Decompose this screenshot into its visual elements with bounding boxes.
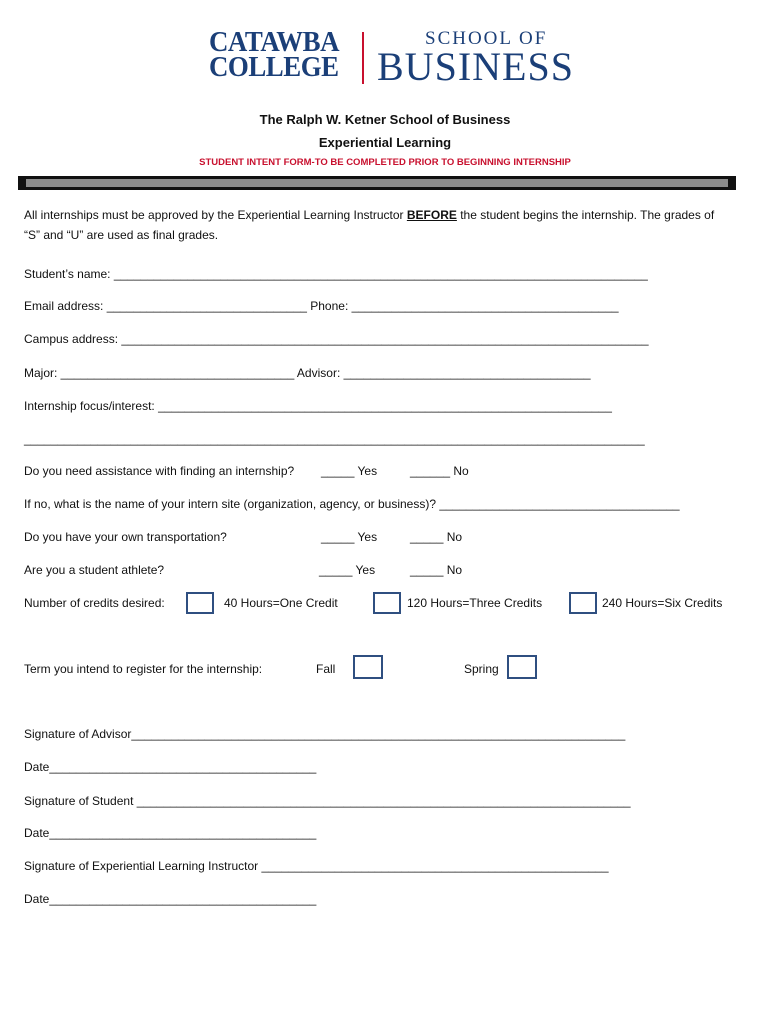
term-fall-checkbox[interactable] — [353, 655, 383, 679]
internship-focus-extra-line[interactable]: _____________________________________________________________________________________________ — [24, 432, 645, 446]
credits-40-label: 40 Hours=One Credit — [224, 596, 338, 610]
major-advisor-field[interactable]: Major: ___________________________________ Advisor: _____________________________________ — [24, 366, 591, 380]
advisor-signature-field[interactable]: Signature of Advisor__________________________________________________________________________ — [24, 727, 626, 741]
credits-240-label: 240 Hours=Six Credits — [602, 596, 723, 610]
term-label: Term you intend to register for the internship: — [24, 662, 263, 676]
page-title: The Ralph W. Ketner School of Business — [259, 112, 511, 127]
assistance-yes-field[interactable]: _____ Yes — [321, 464, 378, 478]
campus-address-field[interactable]: Campus address: _______________________________________________________________________________ — [24, 332, 649, 346]
logo-school-of-text: SCHOOL OF — [425, 28, 548, 49]
internship-focus-field[interactable]: Internship focus/interest: ____________________________________________________________________ — [24, 399, 612, 413]
athlete-yes-field[interactable]: _____ Yes — [319, 563, 376, 577]
intro-emphasis: BEFORE — [406, 208, 457, 222]
credits-240-checkbox[interactable] — [569, 592, 597, 614]
transport-no-field[interactable]: _____ No — [410, 530, 463, 544]
term-spring-checkbox[interactable] — [507, 655, 537, 679]
intro-paragraph — [24, 205, 724, 245]
intro-text-2: the student begins the internship. The grades of “S” and “U” are used as final grades. — [24, 208, 715, 242]
divider-bar — [18, 176, 736, 190]
advisor-date-field[interactable]: Date________________________________________ — [24, 760, 317, 774]
athlete-no-field[interactable]: _____ No — [410, 563, 463, 577]
athlete-question: Are you a student athlete? — [24, 563, 165, 577]
student-date-field[interactable]: Date________________________________________ — [24, 826, 317, 840]
transport-yes-field[interactable]: _____ Yes — [321, 530, 378, 544]
transport-question: Do you have your own transportation? — [24, 530, 227, 544]
assistance-question: Do you need assistance with finding an internship? — [24, 464, 295, 478]
email-phone-field[interactable]: Email address: ______________________________ Phone: ________________________________________ — [24, 299, 619, 313]
intern-site-field[interactable]: If no, what is the name of your intern site (organization, agency, or business)? ____________________________________ — [24, 497, 680, 511]
instructor-signature-field[interactable]: Signature of Experiential Learning Instructor ____________________________________________________ — [24, 859, 609, 873]
page-subtitle: Experiential Learning — [318, 135, 452, 150]
term-fall-label: Fall — [316, 662, 336, 676]
student-name-field[interactable]: Student’s name: ________________________________________________________________________________ — [24, 267, 648, 281]
term-spring-label: Spring — [464, 662, 499, 676]
credits-120-label: 120 Hours=Three Credits — [407, 596, 543, 610]
student-signature-field[interactable]: Signature of Student __________________________________________________________________________ — [24, 794, 631, 808]
logo-business-text: BUSINESS — [377, 44, 574, 89]
credits-120-checkbox[interactable] — [373, 592, 401, 614]
logo-college-text: COLLEGE — [209, 52, 339, 83]
form-notice: STUDENT INTENT FORM-TO BE COMPLETED PRIOR TO BEGINNING INTERNSHIP — [199, 157, 571, 168]
credits-label: Number of credits desired: — [24, 596, 165, 610]
assistance-no-field[interactable]: ______ No — [410, 464, 469, 478]
logo-catawba-text: CATAWBA — [209, 27, 340, 58]
catawba-college-logo — [209, 27, 340, 83]
instructor-date-field[interactable]: Date________________________________________ — [24, 892, 317, 906]
logo-divider — [362, 32, 364, 84]
credits-40-checkbox[interactable] — [186, 592, 214, 614]
intro-text-1: All internships must be approved by the Experiential Learning Instructor — [24, 208, 407, 222]
